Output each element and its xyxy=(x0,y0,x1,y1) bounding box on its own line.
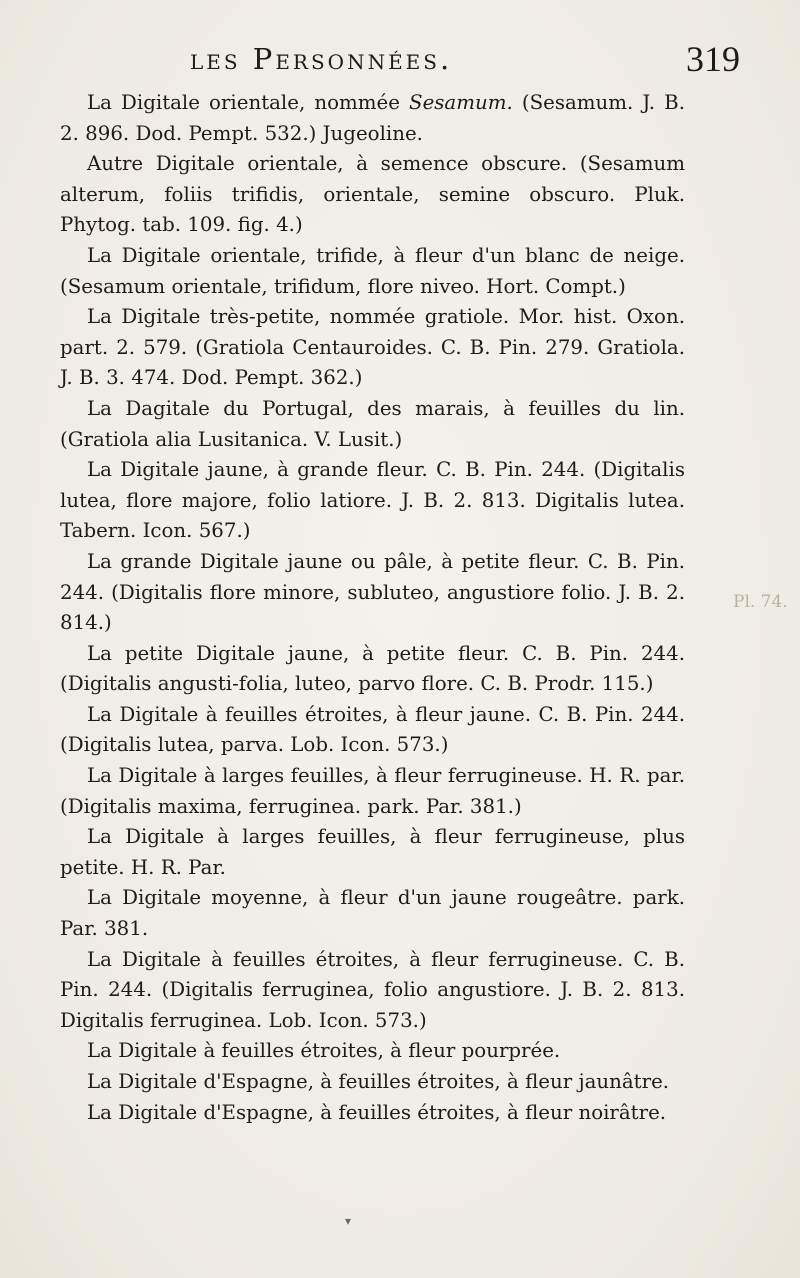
entry-text: (Sesamum. J. B. 2. 896. Dod. Pempt. 532.) Jugeoline. xyxy=(60,91,685,145)
page-number: 319 xyxy=(686,39,740,79)
entry: La Digitale très-petite, nommée gratiole. Mor. hist. Oxon. part. 2. 579. (Gratiola Centauroides. C. B. Pin. 279. Gratiola. J. B. 3. 474. Dod. Pempt. 362.) xyxy=(60,305,685,390)
entry: La Digitale d'Espagne, à feuilles étroites, à fleur jaunâtre. xyxy=(87,1070,670,1093)
entry: La Digitale à feuilles étroites, à fleur pourprée. xyxy=(87,1039,561,1063)
entry: La Dagitale du Portugal, des marais, à feuilles du lin. (Gratiola alia Lusitanica. V. Lusit.) xyxy=(60,396,685,451)
entry: La Digitale d'Espagne, à feuilles étroites, à fleur noirâtre. xyxy=(87,1100,667,1124)
entry: La Digitale moyenne, à fleur d'un jaune rougeâtre. park. Par. 381. xyxy=(60,886,685,941)
entry: La petite Digitale jaune, à petite fleur. C. B. Pin. 244. (Digitalis angusti-folia, luteo, parvo flore. C. B. Prodr. 115.) xyxy=(60,641,685,696)
entry: La Digitale à feuilles étroites, à fleur jaune. C. B. Pin. 244. (Digitalis lutea, parva. Lob. Icon. 573.) xyxy=(60,702,685,757)
entry: La Digitale à feuilles étroites, à fleur ferrugineuse. C. B. Pin. 244. (Digitalis ferruginea, folio angustiore. J. B. 2. 813. Digitalis ferruginea. Lob. Icon. 573.) xyxy=(60,947,685,1032)
page-body xyxy=(60,88,685,1128)
entry: La Digitale orientale, trifide, à fleur d'un blanc de neige. (Sesamum orientale, trifidum, flore niveo. Hort. Compt.) xyxy=(60,243,685,298)
entry-text: La Digitale orientale, nommée xyxy=(87,91,410,114)
margin-plate-reference: Pl. 74. xyxy=(733,592,788,612)
entry: La Digitale jaune, à grande fleur. C. B. Pin. 244. (Digitalis lutea, flore majore, folio latiore. J. B. 2. 813. Digitalis lutea. Tabern. Icon. 567.) xyxy=(60,458,685,543)
page-header xyxy=(60,38,740,88)
entry: La grande Digitale jaune ou pâle, à petite fleur. C. B. Pin. 244. (Digitalis flore minore, subluteo, angustiore folio. J. B. 2. 814.) xyxy=(60,549,685,635)
running-head: les Personnées. xyxy=(190,42,453,76)
entry: La Digitale à larges feuilles, à fleur ferrugineuse. H. R. par. (Digitalis maxima, ferruginea. park. Par. 381.) xyxy=(60,764,685,818)
footer-mark: ▾ xyxy=(345,1214,352,1228)
entry-italic-term: Sesamum. xyxy=(409,91,513,114)
entry xyxy=(60,88,685,149)
entry: Autre Digitale orientale, à semence obscure. (Sesamum alterum, foliis trifidis, orientale, semine obscuro. Pluk. Phytog. tab. 109. fig. 4.) xyxy=(60,152,685,237)
entry: La Digitale à larges feuilles, à fleur ferrugineuse, plus petite. H. R. Par. xyxy=(60,825,685,879)
